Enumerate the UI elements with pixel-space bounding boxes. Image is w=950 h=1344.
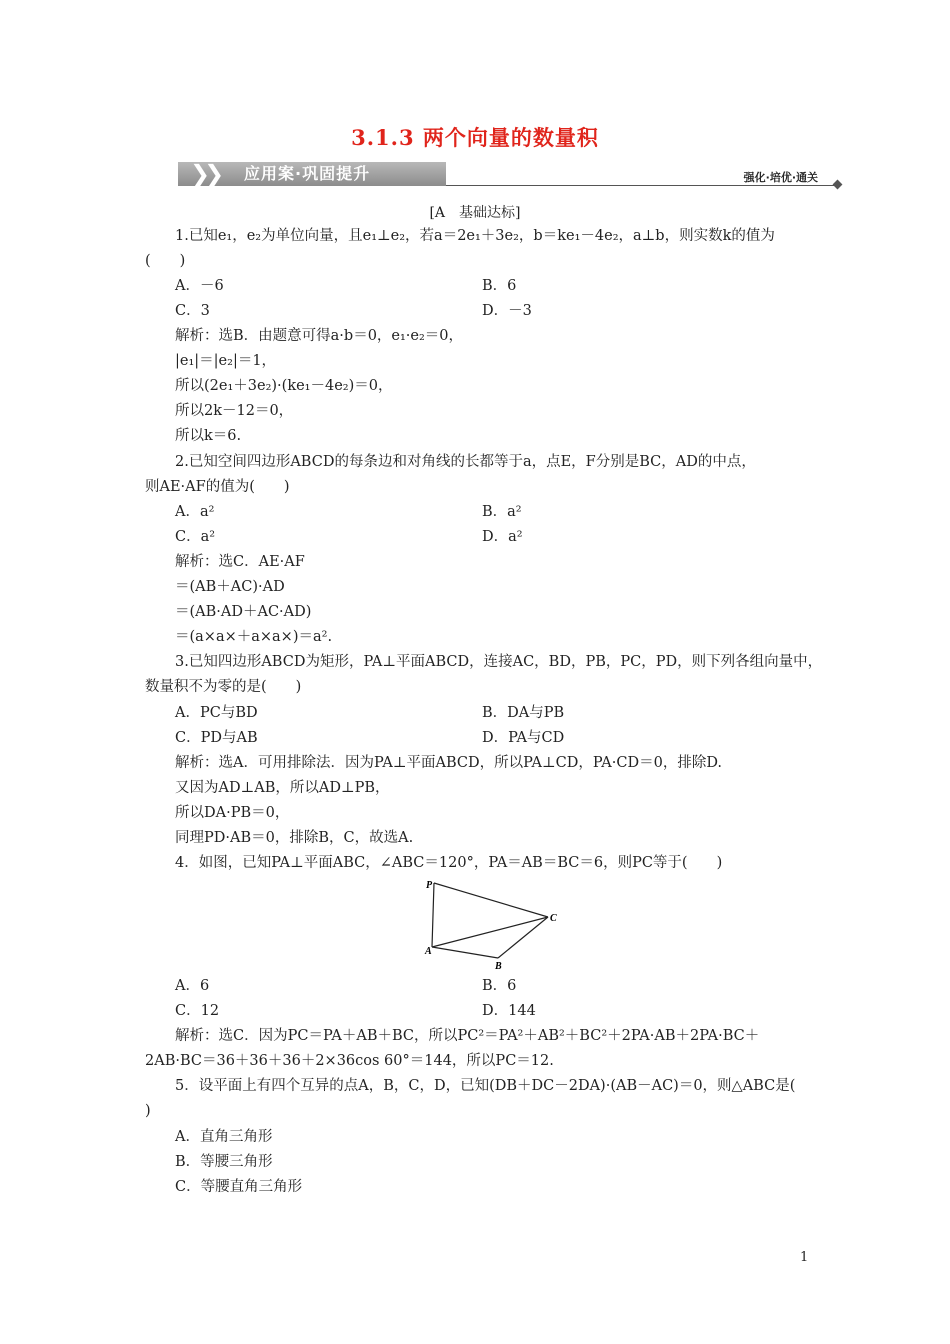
text-line-s1d: 所以2k－12＝0， xyxy=(175,403,294,419)
text-line-s3b: 又因为AD⊥AB，所以AD⊥PB， xyxy=(175,780,390,796)
text-line-s1a: 解析：选B．由题意可得a·b＝0，e₁·e₂＝0， xyxy=(175,328,464,344)
edge-ab xyxy=(432,947,498,958)
text-line-s1e: 所以k＝6. xyxy=(175,428,242,444)
text-line-s2c: ＝(AB·AD＋AC·AD) xyxy=(175,604,312,620)
point-label-c: C xyxy=(550,913,557,924)
point-label-a: A xyxy=(425,946,432,957)
text-line-q2D: D．a² xyxy=(482,529,523,545)
text-line-q2C: C．a² xyxy=(175,529,216,545)
text-line-q1B: B．6 xyxy=(482,278,517,294)
banner-divider xyxy=(446,185,836,186)
text-line-s4b: 2AB·BC＝36＋36＋36＋2×36cos 60°＝144，所以PC＝12. xyxy=(145,1053,554,1069)
text-line-s1c: 所以(2e₁＋3e₂)·(ke₁－4e₂)＝0， xyxy=(175,378,393,394)
text-line-q4D: D．144 xyxy=(482,1003,536,1019)
text-line-q5A: A．直角三角形 xyxy=(175,1129,273,1145)
section-label: [A 基础达标] xyxy=(429,205,521,221)
text-line-s2b: ＝(AB＋AC)·AD xyxy=(175,579,285,595)
text-line-q3a: 3.已知四边形ABCD为矩形，PA⊥平面ABCD，连接AC，BD，PB，PC，PD，则下列各组向量中， xyxy=(175,654,823,670)
text-line-s4a: 解析：选C．因为PC＝PA＋AB＋BC，所以PC²＝PA²＋AB²＋BC²＋2PA·AB＋2PA·BC＋ xyxy=(175,1028,760,1044)
text-line-q3A: A．PC与BD xyxy=(175,705,258,721)
text-line-q4B: B．6 xyxy=(482,978,517,994)
text-line-q5b: ) xyxy=(145,1103,151,1119)
text-line-q3B: B．DA与PB xyxy=(482,705,565,721)
text-line-q5a: 5．设平面上有四个互异的点A，B，C，D，已知(DB＋DC－2DA)·(AB－AC)＝0，则△ABC是( xyxy=(175,1078,796,1094)
banner-right-text: 强化·培优·通关 xyxy=(743,171,818,184)
text-line-q5B: B．等腰三角形 xyxy=(175,1154,273,1170)
text-line-q1a: 1.已知e₁，e₂为单位向量，且e₁⊥e₂，若a＝2e₁＋3e₂，b＝ke₁－4e₂，a⊥b，则实数k的值为 xyxy=(175,228,775,244)
point-label-p: P xyxy=(426,880,433,891)
text-line-q4a: 4．如图，已知PA⊥平面ABC，∠ABC＝120°，PA＝AB＝BC＝6，则PC等于( ) xyxy=(175,855,723,871)
text-line-s3d: 同理PD·AB＝0，排除B，C，故选A. xyxy=(175,830,414,846)
text-line-s3c: 所以DA·PB＝0， xyxy=(175,805,290,821)
diamond-icon xyxy=(833,180,843,190)
text-line-q4C: C．12 xyxy=(175,1003,220,1019)
text-line-q2B: B．a² xyxy=(482,504,522,520)
page-number: 1 xyxy=(800,1250,809,1265)
page-title: 3.1.3 两个向量的数量积 xyxy=(351,125,599,150)
text-line-q1b: ( ) xyxy=(145,253,186,269)
section-banner xyxy=(178,160,842,190)
text-line-q3C: C．PD与AB xyxy=(175,730,258,746)
geometry-figure xyxy=(420,875,570,975)
point-label-b: B xyxy=(495,961,502,972)
banner-left-text: 应用案·巩固提升 xyxy=(244,164,371,183)
text-line-q3D: D．PA与CD xyxy=(482,730,565,746)
text-line-q1A: A．－6 xyxy=(175,278,224,294)
text-line-q1D: D．－3 xyxy=(482,303,532,319)
text-line-q5C: C．等腰直角三角形 xyxy=(175,1179,303,1195)
text-line-q1C: C．3 xyxy=(175,303,210,319)
text-line-s3a: 解析：选A．可用排除法．因为PA⊥平面ABCD，所以PA⊥CD，PA·CD＝0，排除D. xyxy=(175,755,723,771)
text-line-q4A: A．6 xyxy=(175,978,210,994)
text-line-s2d: ＝(a×a×＋a×a×)＝a². xyxy=(175,629,333,645)
edge-pa xyxy=(432,883,434,947)
text-line-q3b: 数量积不为零的是( ) xyxy=(145,679,302,695)
text-line-q2a: 2.已知空间四边形ABCD的每条边和对角线的长都等于a，点E，F分别是BC，AD的中点， xyxy=(175,454,756,470)
text-line-q2A: A．a² xyxy=(175,504,215,520)
text-line-s1b: |e₁|＝|e₂|＝1， xyxy=(175,353,277,369)
text-line-q2b: 则AE·AF的值为( ) xyxy=(145,479,290,495)
edge-pc xyxy=(434,883,548,917)
double-chevron-icon: ❯❯ xyxy=(190,160,219,188)
text-line-s2a: 解析：选C．AE·AF xyxy=(175,554,305,570)
